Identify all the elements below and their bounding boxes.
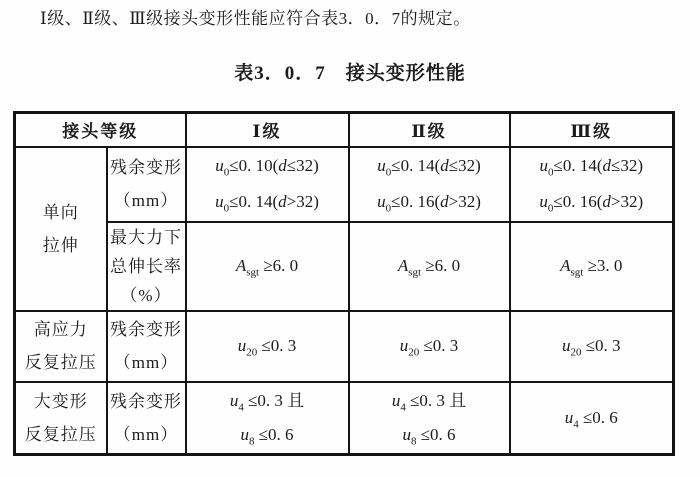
value-line: $A_{sgt} \ge 6$. 0 <box>397 256 461 279</box>
value-cell-elongation-grade2 <box>349 222 510 311</box>
value-line: $u_0\le 0$. 16(d>32) <box>539 192 644 215</box>
value-line: $u_0\le 0$. 14(d>32) <box>215 192 319 215</box>
sublabel-line: 残余变形 <box>110 320 182 339</box>
value-line: $u_0\le 0$. 16(d>32) <box>377 192 481 215</box>
value-line: $u_4 \le 0$. 3 且 <box>391 390 467 414</box>
intro-paragraph: Ⅰ级、Ⅱ级、Ⅲ级接头变形性能应符合表3．0．7的规定。 <box>40 9 471 28</box>
value-cell-residual-grade3 <box>510 147 674 222</box>
row-group-high-stress <box>15 311 107 382</box>
sublabel-line: （mm） <box>113 191 179 210</box>
sublabel-line: 残余变形 <box>110 158 182 177</box>
row-sublabel-residual <box>107 311 186 382</box>
value-cell-elongation-grade3 <box>510 222 674 311</box>
row-group-label: 大变形 <box>33 391 88 411</box>
row-sublabel-residual <box>107 382 186 455</box>
header-grade-2: Ⅱ级 <box>349 113 510 147</box>
sublabel-line: （mm） <box>113 424 179 444</box>
table-title: 表3．0．7 接头变形性能 <box>234 63 466 84</box>
sublabel-line: （%） <box>120 285 172 305</box>
sublabel-line: 最大力下 <box>110 227 182 247</box>
value-line: $u_0\le 0$. 14(d≤32) <box>377 156 481 179</box>
table-row <box>15 147 674 222</box>
row-group-label: 拉伸 <box>42 235 79 255</box>
row-group-label: 单向 <box>42 202 79 222</box>
value-line: $u_8 \le 0$. 6 <box>402 424 456 448</box>
table-row <box>15 222 674 311</box>
sublabel-line: 总伸长率 <box>110 256 182 276</box>
value-line: $u_0\le 0$. 10(d≤32) <box>215 156 319 179</box>
value-line: $A_{sgt} \ge 6$. 0 <box>235 256 299 279</box>
value-cell-highstress-grade1 <box>186 311 349 382</box>
value-cell-highstress-grade2 <box>349 311 510 382</box>
value-cell-residual-grade2 <box>349 147 510 222</box>
table-row <box>15 311 674 382</box>
value-line: $u_{20} \le 0$. 3 <box>399 336 459 359</box>
value-cell-highstress-grade3 <box>510 311 674 382</box>
row-group-large-deformation <box>15 382 107 455</box>
row-sublabel-residual <box>107 147 186 222</box>
value-line: $u_{20} \le 0$. 3 <box>237 336 297 359</box>
row-group-label: 反复拉压 <box>24 424 97 444</box>
sublabel-line: 残余变形 <box>110 391 182 411</box>
row-group-label: 高应力 <box>33 320 88 339</box>
row-group-uniaxial-tension <box>15 147 107 311</box>
table-row <box>15 382 674 455</box>
value-cell-largedef-grade2 <box>349 382 510 455</box>
value-line: $u_0\le 0$. 14(d≤32) <box>539 156 643 179</box>
value-line: $u_{20} \le 0$. 3 <box>561 336 621 359</box>
deformation-table <box>13 111 675 456</box>
row-sublabel-elongation <box>107 222 186 311</box>
value-line: $A_{sgt} \ge 3$. 0 <box>560 256 623 279</box>
sublabel-line: （mm） <box>113 353 179 372</box>
header-grade-1: Ⅰ级 <box>186 113 349 147</box>
value-cell-largedef-grade3 <box>510 382 674 455</box>
header-grade-3: Ⅲ级 <box>510 113 674 147</box>
value-line: $u_4 \le 0$. 6 <box>564 407 618 431</box>
value-cell-largedef-grade1 <box>186 382 349 455</box>
value-cell-elongation-grade1 <box>186 222 349 311</box>
value-line: $u_4 \le 0$. 3 且 <box>229 390 305 414</box>
value-cell-residual-grade1 <box>186 147 349 222</box>
table-header-row <box>15 113 674 147</box>
value-line: $u_8 \le 0$. 6 <box>240 424 294 448</box>
header-joint-grade: 接头等级 <box>15 113 186 147</box>
row-group-label: 反复拉压 <box>24 353 97 372</box>
